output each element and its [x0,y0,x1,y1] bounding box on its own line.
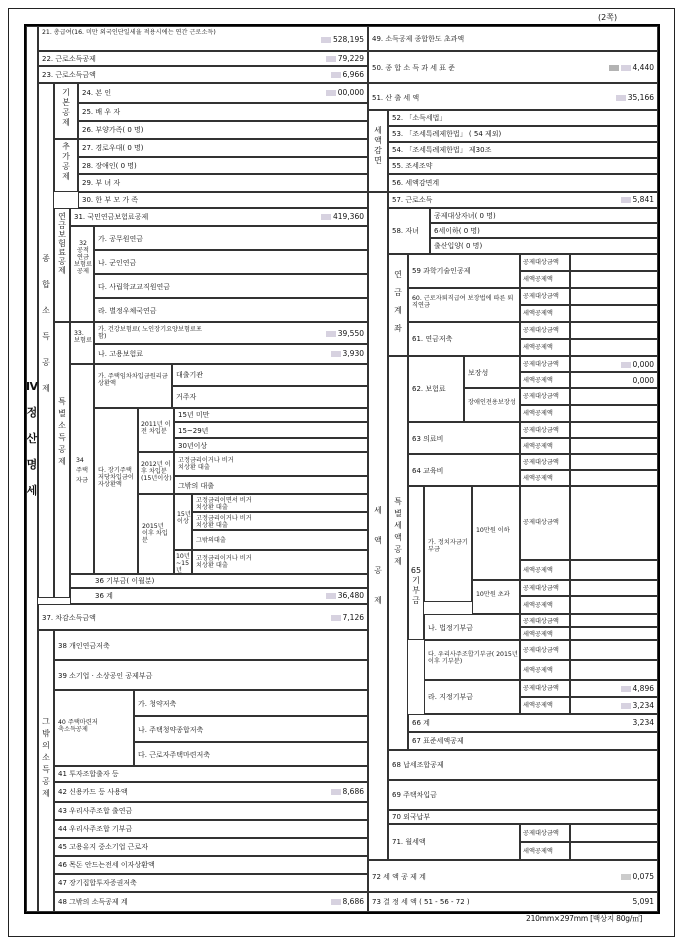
r71-target-val [570,824,658,842]
row-65b: 나. 법정기부금 [424,614,520,640]
row-33a: 가. 건강보험료( 노인장기요양보험료포함) 39,550 [94,322,368,344]
r61-tax: 세액공제액 [520,339,570,356]
r71-tax: 세액공제액 [520,842,570,860]
row-34b-2012: 2012년 이후 차입분(15년이상) [138,452,174,494]
row-33b: 나. 고용보험료 3,930 [94,344,368,364]
row-58-label: 58. 자녀 [388,208,430,254]
row-25: 25. 배 우 자 [78,103,368,121]
row-23: 23. 근로소득금액 6,966 [38,66,368,83]
row-21: 21. 총급여(16. 미만 외국인단일세율 적용시에는 연간 근로소득) 528,195 [38,26,368,51]
r60-target-val [570,288,658,305]
row-45: 45 고용유지 중소기업 근로자 [54,838,368,856]
row-34b-2015-15-1: 고정금리이면서 비거치상환 대출 [192,494,368,512]
row-47: 47 장기집합투자증권저축 [54,874,368,892]
row-48: 48 그밖의 소득공제 계 8,686 [54,892,368,912]
r65b-tax-val [570,627,658,640]
r65a2-target-val [570,580,658,596]
row-66: 66 계 3,234 [408,714,658,732]
row-62b: 장애인전용보장성 [464,388,520,422]
r64-target: 공제대상금액 [520,454,570,470]
row-67: 67 표준세액공제 [408,732,658,750]
row-40-label: 40 주택마련저축소득공제 [54,690,134,766]
row-40b: 나. 주택청약종합저축 [134,716,368,742]
row-58a: 공제대상자녀( 0 명) [430,208,658,223]
row-39: 39 소기업 · 소상공인 공제부금 [54,660,368,690]
r64-tax-val [570,470,658,486]
r65a2-target: 공제대상금액 [520,580,570,596]
r65a1-target: 공제대상금액 [520,486,570,560]
r65c-tax-val [570,660,658,680]
row-34b-2011-2: 15~29년 [174,422,368,438]
row-60: 60. 근로자퇴직급여 보장법에 따른 퇴직연금 [408,288,520,322]
row-53: 53. 「조세특례제한법」 ( 54 제외) [388,126,658,142]
row-34b-2015-10-1: 고정금리이거나 비거치상환 대출 [192,550,368,574]
row-58c: 출산입양( 0 명) [430,238,658,254]
r63-tax: 세액공제액 [520,438,570,454]
r62b-target-val [570,388,658,405]
row-50: 50. 종 합 소 득 과 세 표 준 4,440 [368,51,658,83]
row-32b: 나. 군인연금 [94,250,368,274]
row-64: 64 교육비 [408,454,520,486]
row-58b: 6세이하( 0 명) [430,223,658,238]
row-56: 56. 세액감면계 [388,174,658,192]
row-73: 73 결 정 세 액 ( 51 - 56 - 72 ) 5,091 [368,892,658,912]
settlement-table: Ⅳ 정 산 명 세 21. 총급여(16. 미만 외국인단일세율 적용시에는 연간 근로소득) 528,195 22. 근로소득공제 79,229 23. 근로소득금액 6,966 종 합 소 득 공 제 기 본 공 제 24. 본 인 00,000 25. 배 우 자 26. 부양가족( 0 명) 추 가 공 제 27. 경로우대( 0 명) 28. 장애인( 0 명) 29. 부 녀 자 30. 한 부 모 가 족 연 금 보 험 료 공 제 31. 국민연금보험료공제 419,360 32 공적 연금 보험료 공제 가. 공무원연금 나. 군인연금 다. 사립학교교직원연금 라. 별정우체국연금 특 별 소 득 공 제 33. 보험료 가. 건강보험료( 노인장기요양보험료포함) 39,550 나. 고용보험료 3,930 34 주택 자금 가. 주택임차차입금원리금상환액 대출기관 거주자 다. 장기주택저당차입금이자상환액 2011년 이전 차입분 15년 미만 15~29년 30년이상 2012년 이후 차입분(15년이상) 고정금리이거나 비거치상환 대출 그밖의 대출 2015년 이후 차입분 15년 이상 고정금리이면서 비거치상환 대출 고정금리이거나 비거치상환 대출 그밖의대출 10년 ~15년 고정금리이거나 비거치상환 대출 36 기부금( 이월분) 36 계 36,480 37. 차감소득금액 7,126 그 밖 의 소 득 공 제 38 개인연금저축 39 소기업 · 소상공인 공제부금 40 주택마련저축소득공제 가. 청약저축 나. 주택청약종합저축 다. 근로자주택마련저축 41 투자조합출자 등 42 신용카드 등 사용액 8,686 43 우리사주조합 출연금 44 우리사주조합 기부금 45 고용유지 중소기업 근로자 46 목돈 안드는전세 이자상환액 47 장기집합투자증권저축 48 그밖의 소득공제 계 8,686 49. 소득공제 종합한도 초과액 50. 종 합 소 득 과 세 표 준 4,440 51. 산 출 세 액 35,166 세 액 감 면 52. 「소득세법」 53. 「조세특례제한법」 ( 54 제외) 54. 「조세특례제한법」 제30조 55. 조세조약 56. 세액감면계 세 액 공 제 57. 근로소득 5,841 58. 자녀 공제대상자녀( 0 명) 6세이하( 0 명) 출산입양( 0 명) 연 금 계 좌 59 과학기술인공제 60. 근로자퇴직급여 보장법에 따른 퇴직연금 61. 연금저축 특 별 세 액 공 제 62. 보험료 보장성 장애인전용보장성 63 의료비 64 교육비 65 기 부 금 가. 정치자금기부금 10만원 이하 10만원 초과 나. 법정기부금 다. 우리사주조합기부금( 2015년 이후 기부분) 라. 지정기부금 66 계 3,234 67 표준세액공제 68 납세조합공제 69 주택차입금 70 외국납부 71. 월세액 공제대상금액 세액공제액 공제대상금액 세액공제액 공제대상금액 세액공제액 공제대상금액 세액공제액 0,000 0,000 공제대상금액 세액공제액 공제대상금액 세액공제액 공제대상금액 세액공제액 공제대상금액 세액공제액 공제대상금액 세액공제액 공제대상금액 세액공제액 공제대상금액 세액공제액 공제대상금액 세액공제액 4,896 3,234 공제대상금액 세액공제액 72 세 액 공 제 계 0,075 73 결 정 세 액 ( 51 - 56 - 72 ) 5,091 [24,24,660,914]
row-34b-2011-3: 30년이상 [174,438,368,452]
row-30: 30. 한 부 모 가 족 [78,192,368,208]
r62b-tax: 세액공제액 [520,405,570,422]
r65d-tax: 세액공제액 [520,697,570,714]
row-28: 28. 장애인( 0 명) [78,157,368,174]
row-36: 36 계 36,480 [70,588,368,604]
r59-tax-val [570,271,658,288]
row-65-label [408,486,424,640]
row-32a: 가. 공무원연금 [94,226,368,250]
row-34a: 가. 주택임차차입금원리금상환액 [94,364,172,408]
row-34a2: 거주자 [172,386,368,408]
row-61: 61. 연금저축 [408,322,520,356]
row-62: 62. 보험료 [408,356,464,422]
group-jonghap-label: 종 합 소 득 공 제 [42,254,50,393]
row-71: 71. 월세액 [388,824,520,860]
r63-target-val [570,422,658,438]
row-65a: 가. 정치자금기부금 [424,486,472,602]
row-54: 54. 「조세특례제한법」 제30조 [388,142,658,158]
row-42: 42 신용카드 등 사용액 8,686 [54,782,368,802]
row-31: 31. 국민연금보험료공제 419,360 [70,208,368,226]
r65a1-tax: 세액공제액 [520,560,570,580]
row-34b-2012-1: 고정금리이거나 비거치상환 대출 [174,452,368,476]
r62a-tax: 세액공제액 [520,372,570,388]
row-34b-2011-1: 15년 미만 [174,408,368,422]
r65c-tax: 세액공제액 [520,660,570,680]
row-41: 41 투자조합출자 등 [54,766,368,782]
r65b-target: 공제대상금액 [520,614,570,627]
row-34b-2015-10: 10년 ~15년 [174,550,192,574]
row-55: 55. 조세조약 [388,158,658,174]
row-52: 52. 「소득세법」 [388,110,658,126]
row-24: 24. 본 인 00,000 [78,83,368,103]
row-51: 51. 산 출 세 액 35,166 [368,83,658,110]
r65a2-tax-val [570,596,658,614]
r60-tax: 세액공제액 [520,305,570,322]
r59-tax: 세액공제액 [520,271,570,288]
row-22: 22. 근로소득공제 79,229 [38,51,368,66]
page-number: (2쪽) [598,13,618,22]
row-34a1: 대출기관 [172,364,368,386]
row-40a: 가. 청약저축 [134,690,368,716]
row-34b-2011: 2011년 이전 차입분 [138,408,174,452]
r65a1-tax-val [570,560,658,580]
r63-tax-val [570,438,658,454]
row-63: 63 의료비 [408,422,520,454]
r62a-tax-val: 0,000 [570,372,658,388]
row-34b-2015-15-2: 고정금리이거나 비거치상환 대출 [192,512,368,530]
row-32c: 다. 사립학교교직원연금 [94,274,368,298]
row-72: 72 세 액 공 제 계 0,075 [368,860,658,892]
r65a2-tax: 세액공제액 [520,596,570,614]
row-34b-2012-2: 그밖의 대출 [174,476,368,494]
r65d-target-val: 4,896 [570,680,658,697]
r61-tax-val [570,339,658,356]
row-59: 59 과학기술인공제 [408,254,520,288]
row-29: 29. 부 녀 자 [78,174,368,192]
r59-target: 공제대상금액 [520,254,570,271]
row-44: 44 우리사주조합 기부금 [54,820,368,838]
row-32d: 라. 별정우체국연금 [94,298,368,322]
row-57: 57. 근로소득 5,841 [388,192,658,208]
row-43: 43 우리사주조합 출연금 [54,802,368,820]
r64-target-val [570,454,658,470]
row-38: 38 개인연금저축 [54,630,368,660]
row-62a: 보장성 [464,356,520,388]
r59-target-val [570,254,658,271]
r65c-target: 공제대상금액 [520,640,570,660]
row-40c: 다. 근로자주택마련저축 [134,742,368,766]
r65b-target-val [570,614,658,627]
row-46: 46 목돈 안드는전세 이자상환액 [54,856,368,874]
row-27: 27. 경로우대( 0 명) [78,139,368,157]
row-65a2: 10만원 초과 [472,580,520,614]
row-65d: 라. 지정기부금 [424,680,520,714]
r62a-target-val: 0,000 [570,356,658,372]
row-35: 36 기부금( 이월분) [70,574,368,588]
r62b-target: 공제대상금액 [520,388,570,405]
row-34b: 다. 장기주택저당차입금이자상환액 [94,408,138,574]
row-37: 37. 차감소득금액 7,126 [38,604,368,630]
r71-target: 공제대상금액 [520,824,570,842]
r63-target: 공제대상금액 [520,422,570,438]
row-26: 26. 부양가족( 0 명) [78,121,368,139]
row-65c: 다. 우리사주조합기부금( 2015년 이후 기부분) [424,640,520,680]
row-70: 70 외국납부 [388,810,658,824]
r60-target: 공제대상금액 [520,288,570,305]
row-69: 69 주택차입금 [388,780,658,810]
row-49: 49. 소득공제 종합한도 초과액 [368,26,658,51]
r64-tax: 세액공제액 [520,470,570,486]
section-title: Ⅳ 정 산 명 세 [25,380,39,497]
r62b-tax-val [570,405,658,422]
row-34b-2015-15: 15년 이상 [174,494,192,550]
r71-tax-val [570,842,658,860]
r65b-tax: 세액공제액 [520,627,570,640]
row-68: 68 납세조합공제 [388,750,658,780]
row-65a1: 10만원 이하 [472,486,520,580]
r65d-target: 공제대상금액 [520,680,570,697]
r60-tax-val [570,305,658,322]
r61-target: 공제대상금액 [520,322,570,339]
r65a1-target-val [570,486,658,560]
r62a-target: 공제대상금액 [520,356,570,372]
paper-spec: 210mm×297mm [백상지 80g/㎡] [526,914,643,923]
row-34b-2015-15-3: 그밖의대출 [192,530,368,550]
r65d-tax-val: 3,234 [570,697,658,714]
row-34b-2015: 2015년 이후 차입분 [138,494,174,574]
r65c-target-val [570,640,658,660]
r61-target-val [570,322,658,339]
